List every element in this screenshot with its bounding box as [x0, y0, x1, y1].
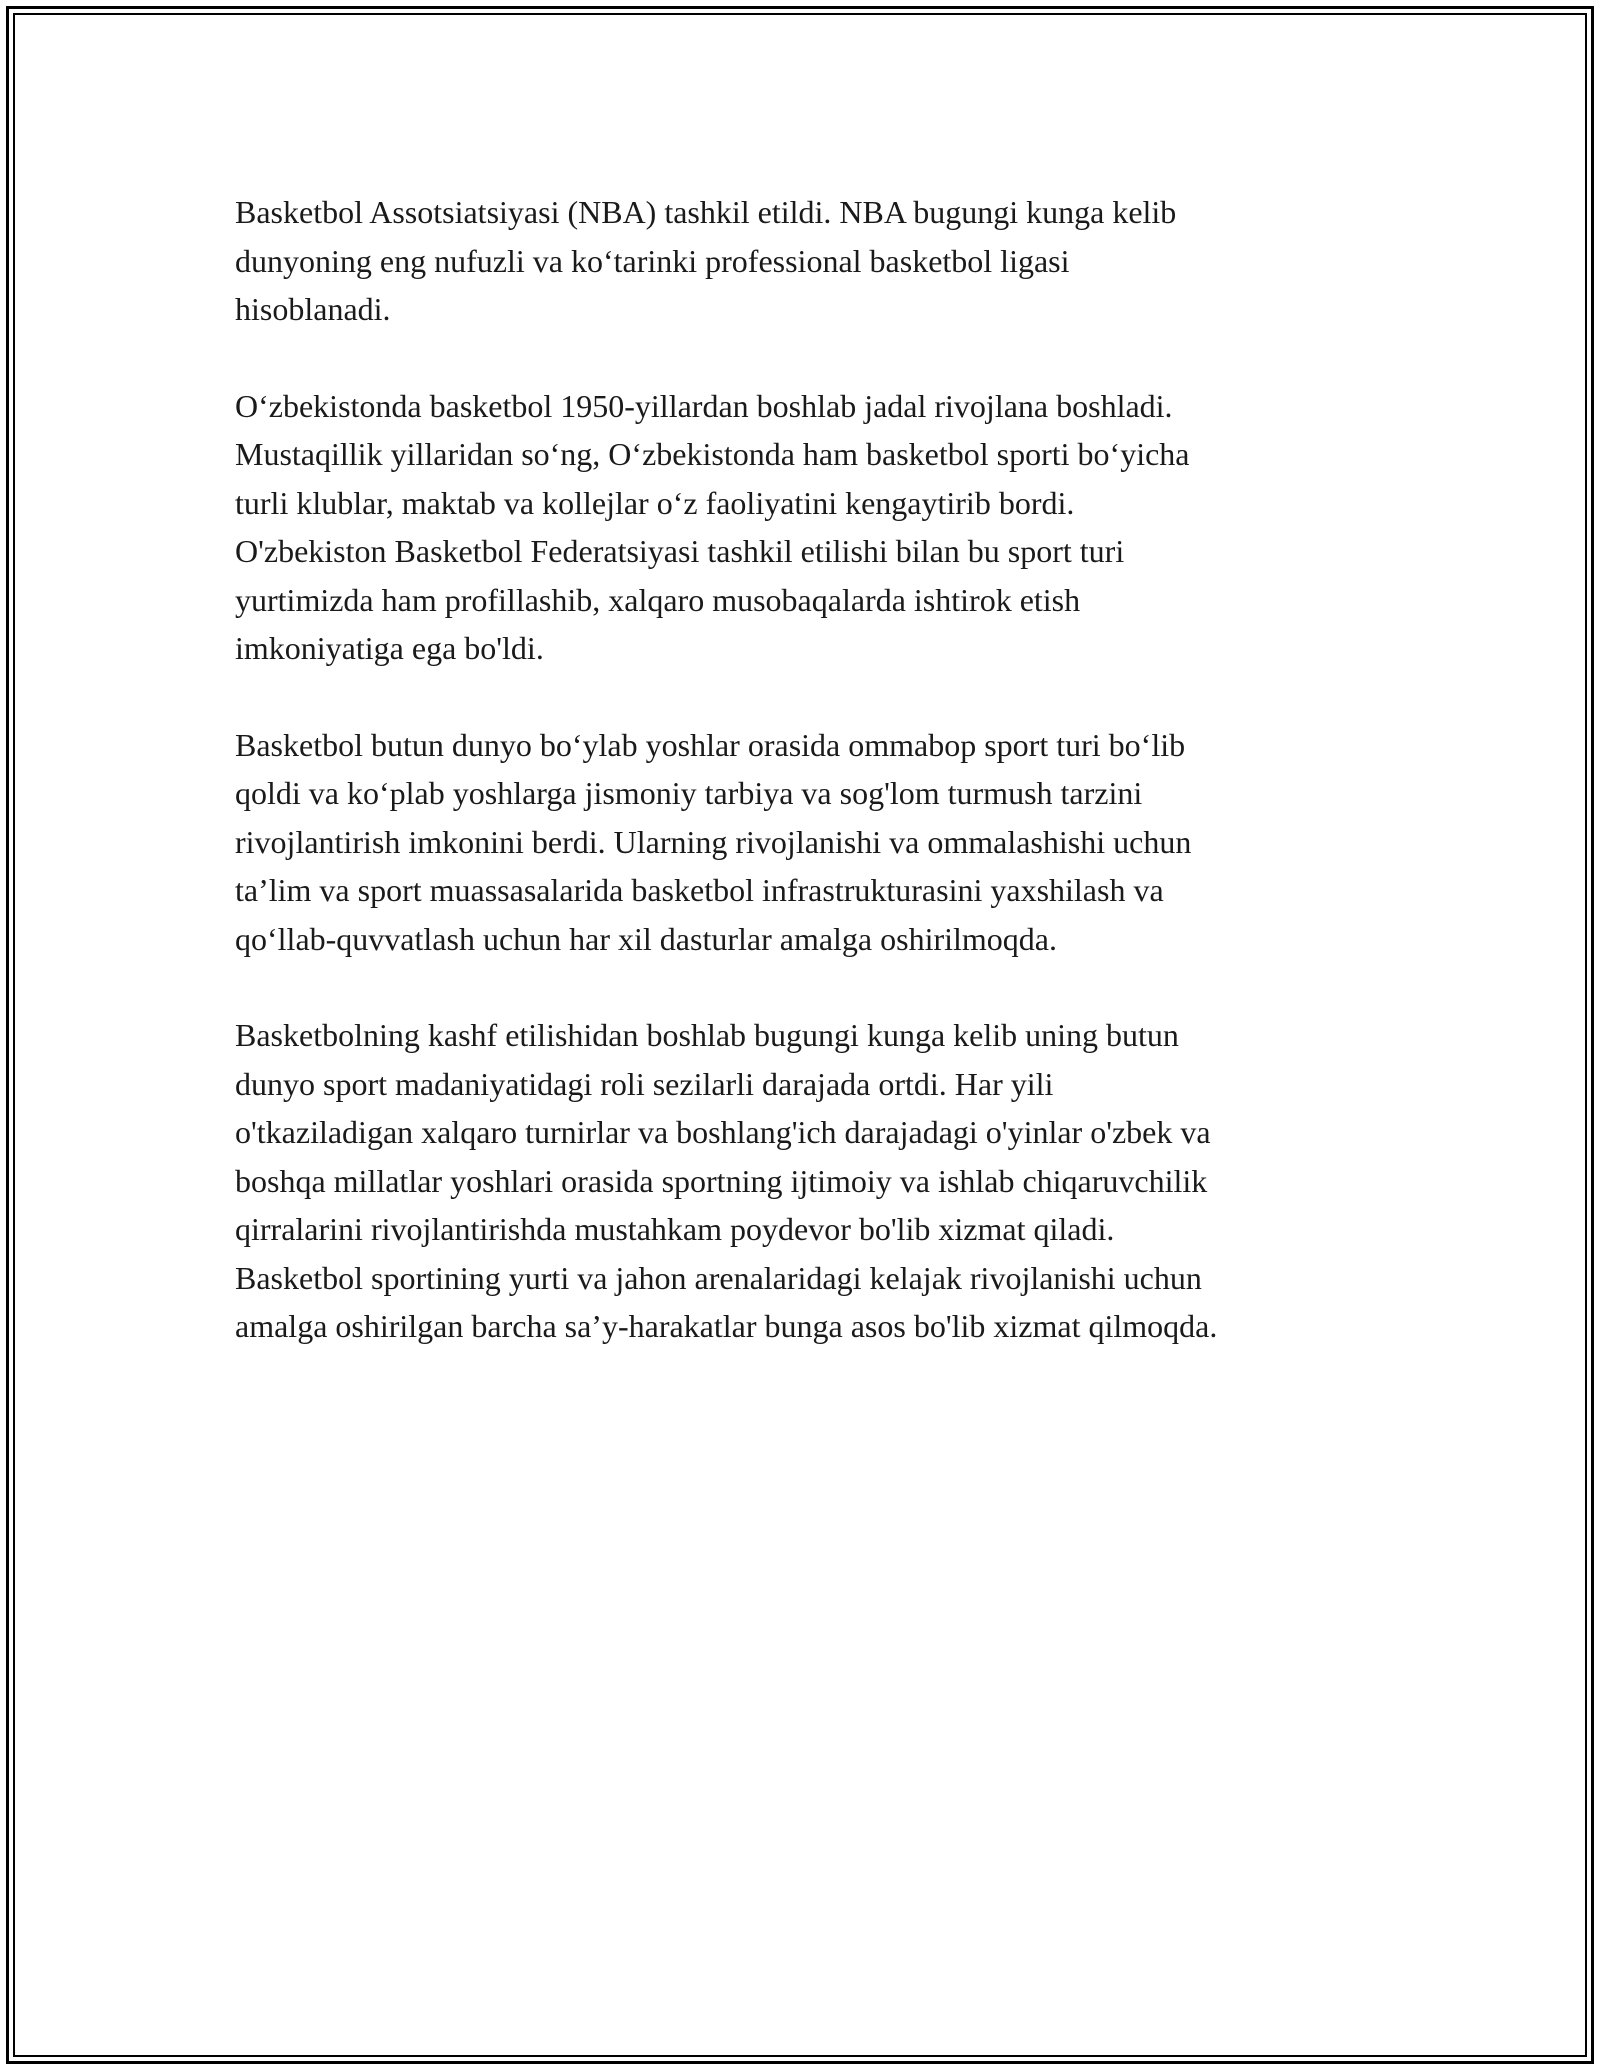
paragraph-world-role: Basketbolning kashf etilishidan boshlab bugungi kunga kelib uning butun dunyo sport madaniyatidagi roli sezilarli darajada ortdi. Har yili o'tkaziladigan xalqaro turnirlar va boshlang'ich darajadagi o'yinlar o'zbek va boshqa millatlar yoshlari orasida sportning ijtimoiy va ishlab chiqaruvchilik qirralarini rivojlantirishda mustahkam poydevor bo'lib xizmat qiladi. Basketbol sportining yurti va jahon arenalaridagi kelajak rivojlanishi uchun amalga oshirilgan barcha sa’y-harakatlar bunga asos bo'lib xizmat qilmoqda.: [235, 1017, 1218, 1344]
paragraph-nba: Basketbol Assotsiatsiyasi (NBA) tashkil etildi. NBA bugungi kunga kelib dunyoning eng nufuzli va ko‘tarinki professional basketbol ligasi hisoblanadi.: [235, 194, 1177, 327]
document-body: [235, 188, 1385, 1399]
paragraph-uzbekistan-history: O‘zbekistonda basketbol 1950-yillardan boshlab jadal rivojlana boshladi. Mustaqillik yillaridan so‘ng, O‘zbekistonda ham basketbol sporti bo‘yicha turli klublar, maktab va kollejlar o‘z faoliyatini kengaytirib bordi. O'zbekiston Basketbol Federatsiyasi tashkil etilishi bilan bu sport turi yurtimizda ham profillashib, xalqaro musobaqalarda ishtirok etish imkoniyatiga ega bo'ldi.: [235, 387, 1190, 666]
paragraph-youth-popularity: Basketbol butun dunyo bo‘ylab yoshlar orasida ommabop sport turi bo‘lib qoldi va ko‘plab yoshlarga jismoniy tarbiya va sog'lom turmush tarzini rivojlantirish imkonini berdi. Ularning rivojlanishi va ommalashishi uchun ta’lim va sport muassasalarida basketbol infrastrukturasini yaxshilash va qo‘llab-quvvatlash uchun har xil dasturlar amalga oshirilmoqda.: [235, 726, 1192, 957]
